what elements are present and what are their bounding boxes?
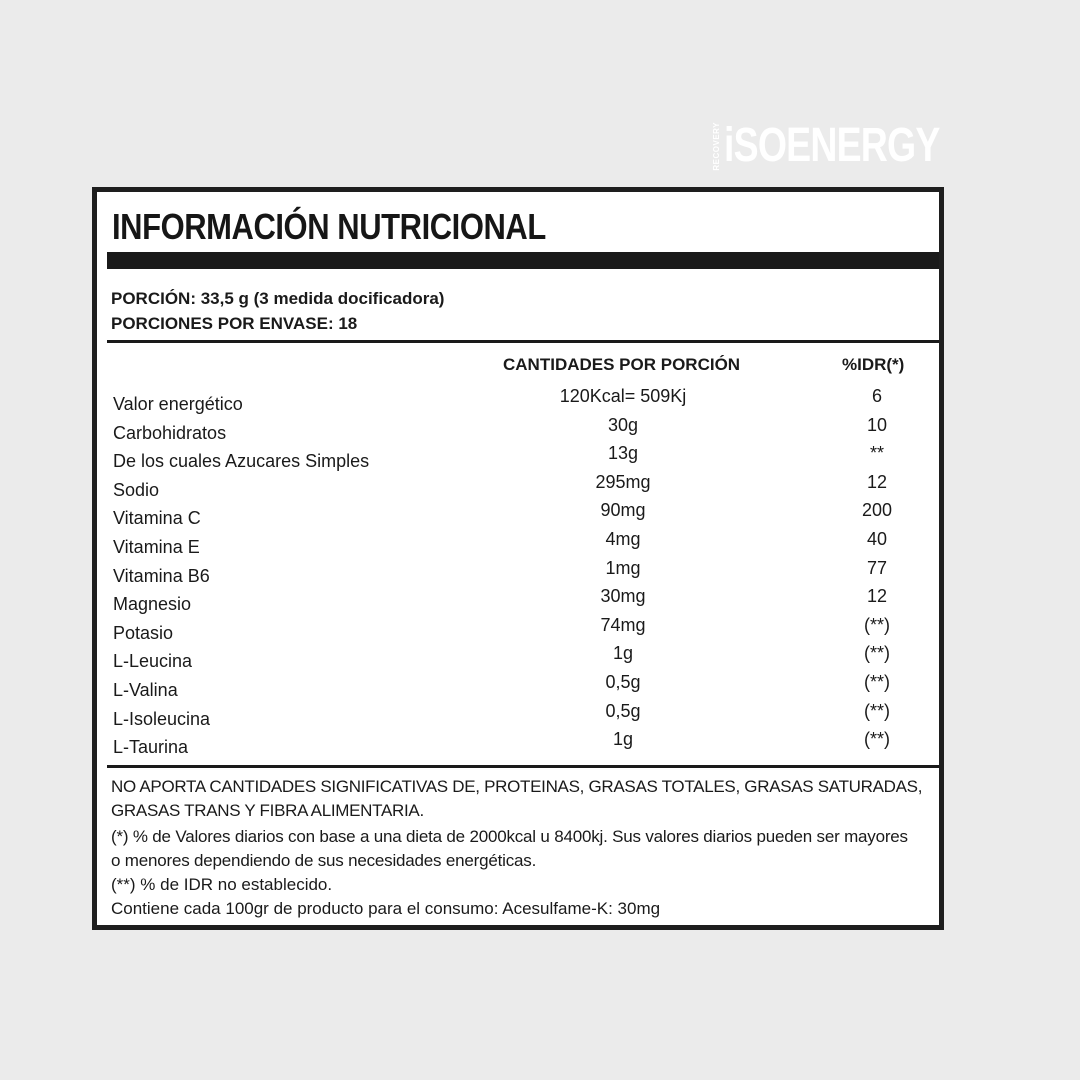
nutrient-amount: 0,5g <box>605 700 641 721</box>
nutrient-idr: 12 <box>866 586 888 607</box>
table-row <box>97 415 939 443</box>
nutrient-idr: 40 <box>866 529 888 549</box>
nutrient-idr: (**) <box>864 729 890 750</box>
table-row <box>97 615 939 643</box>
nutrient-name: Vitamina B6 <box>113 565 210 586</box>
nutrient-amount: 1g <box>612 729 634 750</box>
nutrient-name: Valor energético <box>113 394 243 414</box>
nutrient-name: L-Taurina <box>113 737 189 758</box>
nutrient-amount: 90mg <box>600 500 646 521</box>
note-acesulfame: Contiene cada 100gr de producto para el consumo: Acesulfame-K: 30mg <box>111 899 661 918</box>
nutrient-amount: 4mg <box>605 529 641 549</box>
nutrient-idr: 10 <box>866 414 888 435</box>
nutrient-amount: 30mg <box>600 586 646 607</box>
brand-subtitle: RECOVERY <box>712 121 721 171</box>
table-row <box>97 472 939 500</box>
servings-per-container: PORCIONES POR ENVASE: 18 <box>111 314 358 333</box>
table-row <box>97 500 939 528</box>
nutrient-idr: (**) <box>864 643 890 664</box>
nutrient-name: Magnesio <box>113 594 192 615</box>
header-divider <box>107 340 939 343</box>
nutrient-name: Sodio <box>113 479 160 500</box>
nutrient-name: Vitamina E <box>113 537 200 557</box>
nutrient-name: De los cuales Azucares Simples <box>113 451 370 472</box>
note-daily-values <box>111 825 908 873</box>
nutrient-name: L-Leucina <box>113 651 193 672</box>
table-row <box>97 672 939 700</box>
nutrient-name: Vitamina C <box>113 508 201 529</box>
nutrient-amount: 13g <box>607 443 639 464</box>
brand-name: iSOENERGY <box>724 119 940 172</box>
table-row <box>97 586 939 614</box>
nutrient-idr: ** <box>869 443 885 464</box>
table-divider <box>107 765 939 768</box>
nutrient-name: L-Valina <box>113 680 178 700</box>
table-row <box>97 729 939 757</box>
nutrient-idr: 200 <box>861 500 893 521</box>
nutrient-idr: 6 <box>871 386 883 406</box>
note-idr-not-established: (**) % de IDR no establecido. <box>111 875 333 894</box>
table-row <box>97 529 939 557</box>
table-row <box>97 558 939 586</box>
note-not-significant <box>111 775 922 823</box>
nutrient-idr: (**) <box>864 700 890 721</box>
note-line: NO APORTA CANTIDADES SIGNIFICATIVAS DE, PROTEINAS, GRASAS TOTALES, GRASAS SATURADAS, <box>111 777 923 796</box>
nutrient-name: Carbohidratos <box>113 422 227 443</box>
nutrient-name: L-Isoleucina <box>113 708 211 729</box>
nutrient-amount: 1mg <box>605 557 641 578</box>
nutrient-amount: 295mg <box>595 471 651 492</box>
portion-size: PORCIÓN: 33,5 g (3 medida docificadora) <box>111 289 445 308</box>
nutrient-amount: 30g <box>607 414 639 435</box>
portion-info <box>111 286 444 336</box>
nutrient-idr: 12 <box>866 471 888 492</box>
nutrient-name: Potasio <box>113 622 174 643</box>
table-row <box>97 643 939 671</box>
column-header-idr: %IDR(*) <box>842 355 905 374</box>
brand-logo <box>712 118 1000 174</box>
nutrient-idr: (**) <box>864 614 890 635</box>
note-line: (*) % de Valores diarios con base a una dieta de 2000kcal u 8400kj. Sus valores diarios pueden ser mayores <box>111 827 908 846</box>
nutrient-amount: 74mg <box>600 614 646 635</box>
note-line: GRASAS TRANS Y FIBRA ALIMENTARIA. <box>111 801 424 820</box>
table-row <box>97 443 939 471</box>
nutrient-amount: 120Kcal= 509Kj <box>559 386 687 406</box>
nutrient-amount: 0,5g <box>605 672 641 692</box>
nutrition-label <box>92 187 944 930</box>
note-line: o menores dependiendo de sus necesidades energéticas. <box>111 851 537 870</box>
nutrient-idr: (**) <box>864 672 890 692</box>
column-header-amount: CANTIDADES POR PORCIÓN <box>503 355 741 374</box>
table-row <box>97 386 939 414</box>
label-title: INFORMACIÓN NUTRICIONAL <box>112 206 546 247</box>
table-row <box>97 701 939 729</box>
title-divider <box>107 252 939 269</box>
nutrient-amount: 1g <box>612 643 634 664</box>
nutrient-idr: 77 <box>866 557 888 578</box>
